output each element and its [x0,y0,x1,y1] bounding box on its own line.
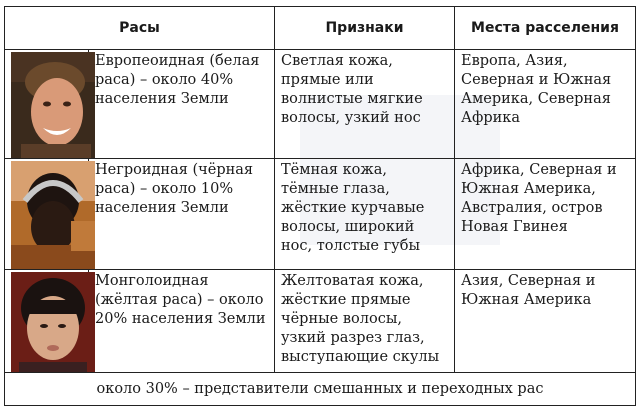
header-races: Расы [5,7,275,50]
table-row [5,50,636,159]
race-cell: Негроидная (чёрная раса) – около 10% населения Земли [89,159,275,270]
photo-cell [5,159,89,270]
places-cell: Азия, Северная и Южная Америка [455,270,636,373]
table-row [5,159,636,270]
header-places: Места расселения [455,7,636,50]
races-table [4,6,636,406]
features-cell: Тёмная кожа, тёмные глаза, жёсткие курчавые волосы, широкий нос, толстые губы [275,159,455,270]
photo-cell [5,50,89,159]
footer-row [5,373,636,406]
features-cell: Желтоватая кожа, жёсткие прямые чёрные волосы, узкий разрез глаз, выступающие скулы [275,270,455,373]
table-row [5,270,636,373]
places-cell: Европа, Азия, Северная и Южная Америка, Северная Африка [455,50,636,159]
features-cell: Светлая кожа, прямые или волнистые мягкие волосы, узкий нос [275,50,455,159]
header-features: Признаки [275,7,455,50]
places-cell: Африка, Северная и Южная Америка, Австралия, остров Новая Гвинея [455,159,636,270]
photo-african-person [11,161,95,269]
race-cell: Европеоидная (белая раса) – около 40% населения Земли [89,50,275,159]
photo-european-boy [11,52,95,158]
header-row [5,7,636,50]
race-cell: Монголоидная (жёлтая раса) – около 20% населения Земли [89,270,275,373]
photo-asian-child [11,272,95,372]
footer-note: около 30% – представители смешанных и переходных рас [5,373,636,406]
photo-cell [5,270,89,373]
